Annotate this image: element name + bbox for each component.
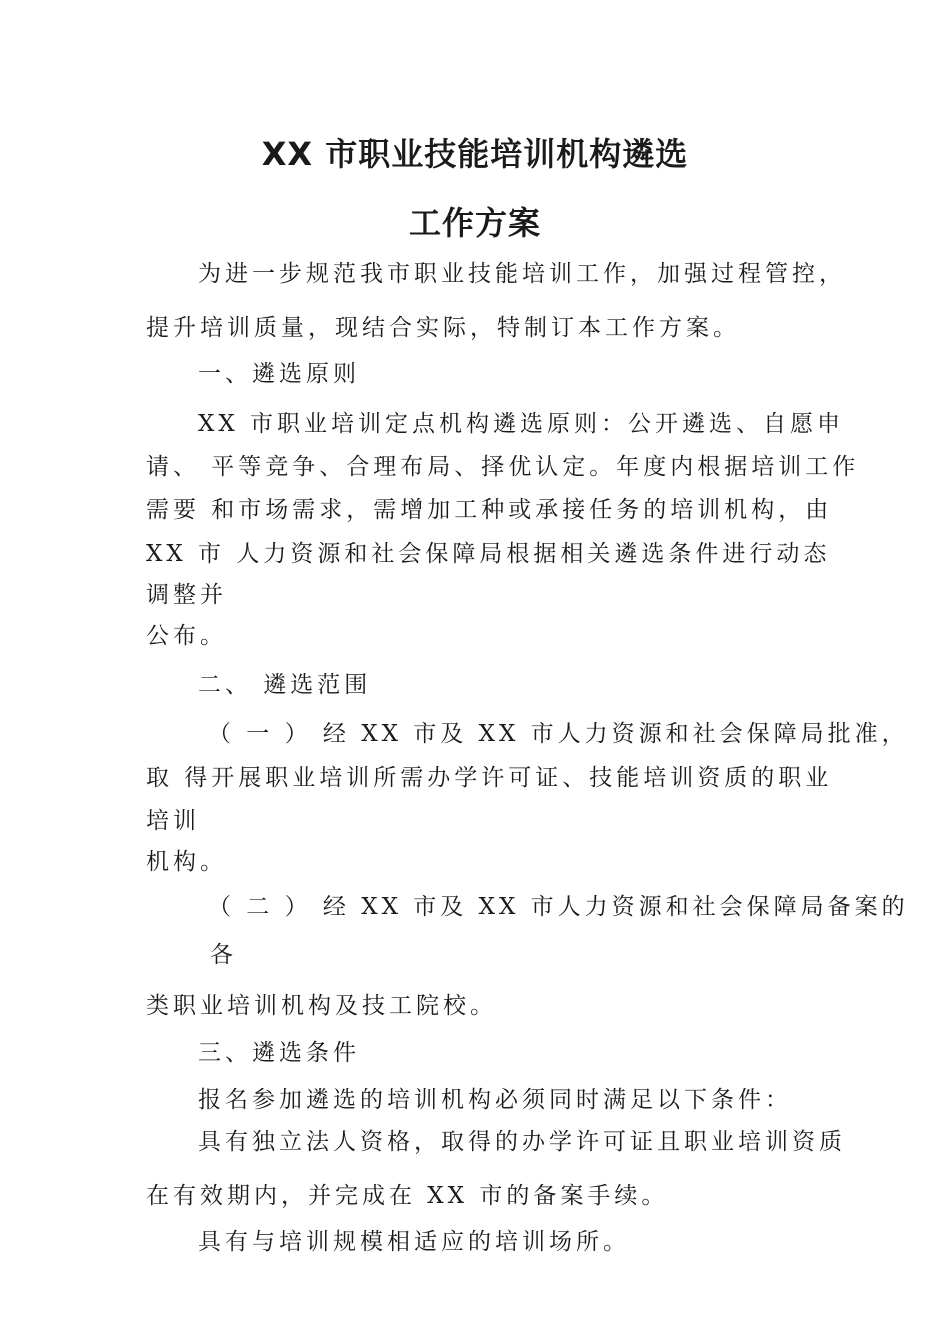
section-heading-2: 二、 遴选范围 — [198, 672, 372, 698]
principle-line-2: 请、 平等竞争、合理布局、择优认定。年度内根据培训工作 — [146, 454, 860, 480]
scope-2-line-1: （ 二 ） 经 XX 市及 XX 市人力资源和社会保障局备案的 — [208, 894, 909, 920]
intro-line-1: 为进一步规范我市职业技能培训工作，加强过程管控， — [198, 261, 846, 287]
principle-line-3: 需要 和市场需求，需增加工种或承接任务的培训机构，由 — [146, 497, 833, 523]
intro-line-2: 提升培训质量，现结合实际，特制订本工作方案。 — [146, 315, 740, 341]
condition-2-line-1: 具有与培训规模相适应的培训场所。 — [198, 1229, 630, 1255]
section-heading-3: 三、遴选条件 — [198, 1040, 360, 1066]
condition-1-line-2: 在有效期内，并完成在 XX 市的备案手续。 — [146, 1183, 669, 1209]
document-title-line-1: XX 市职业技能培训机构遴选 — [261, 135, 689, 173]
scope-2-line-3: 类职业培训机构及技工院校。 — [146, 993, 497, 1019]
conditions-intro: 报名参加遴选的培训机构必须同时满足以下条件： — [198, 1087, 792, 1113]
condition-1-line-1: 具有独立法人资格，取得的办学许可证且职业培训资质 — [198, 1129, 846, 1155]
document-title-line-2: 工作方案 — [408, 204, 541, 242]
scope-1-line-3: 培训 — [146, 808, 200, 834]
section-heading-1: 一、遴选原则 — [198, 361, 360, 387]
scope-1-line-4: 机构。 — [146, 849, 227, 875]
principle-line-5: 调整并 — [146, 582, 227, 608]
principle-line-4: XX 市 人力资源和社会保障局根据相关遴选条件进行动态 — [146, 541, 831, 567]
scope-2-line-2: 各 — [210, 942, 237, 968]
scope-1-line-1: （ 一 ） 经 XX 市及 XX 市人力资源和社会保障局批准， — [208, 721, 909, 747]
scope-1-line-2: 取 得开展职业培训所需办学许可证、技能培训资质的职业 — [146, 765, 833, 791]
principle-line-1: XX 市职业培训定点机构遴选原则：公开遴选、自愿申 — [198, 411, 845, 437]
principle-line-6: 公布。 — [146, 623, 227, 649]
